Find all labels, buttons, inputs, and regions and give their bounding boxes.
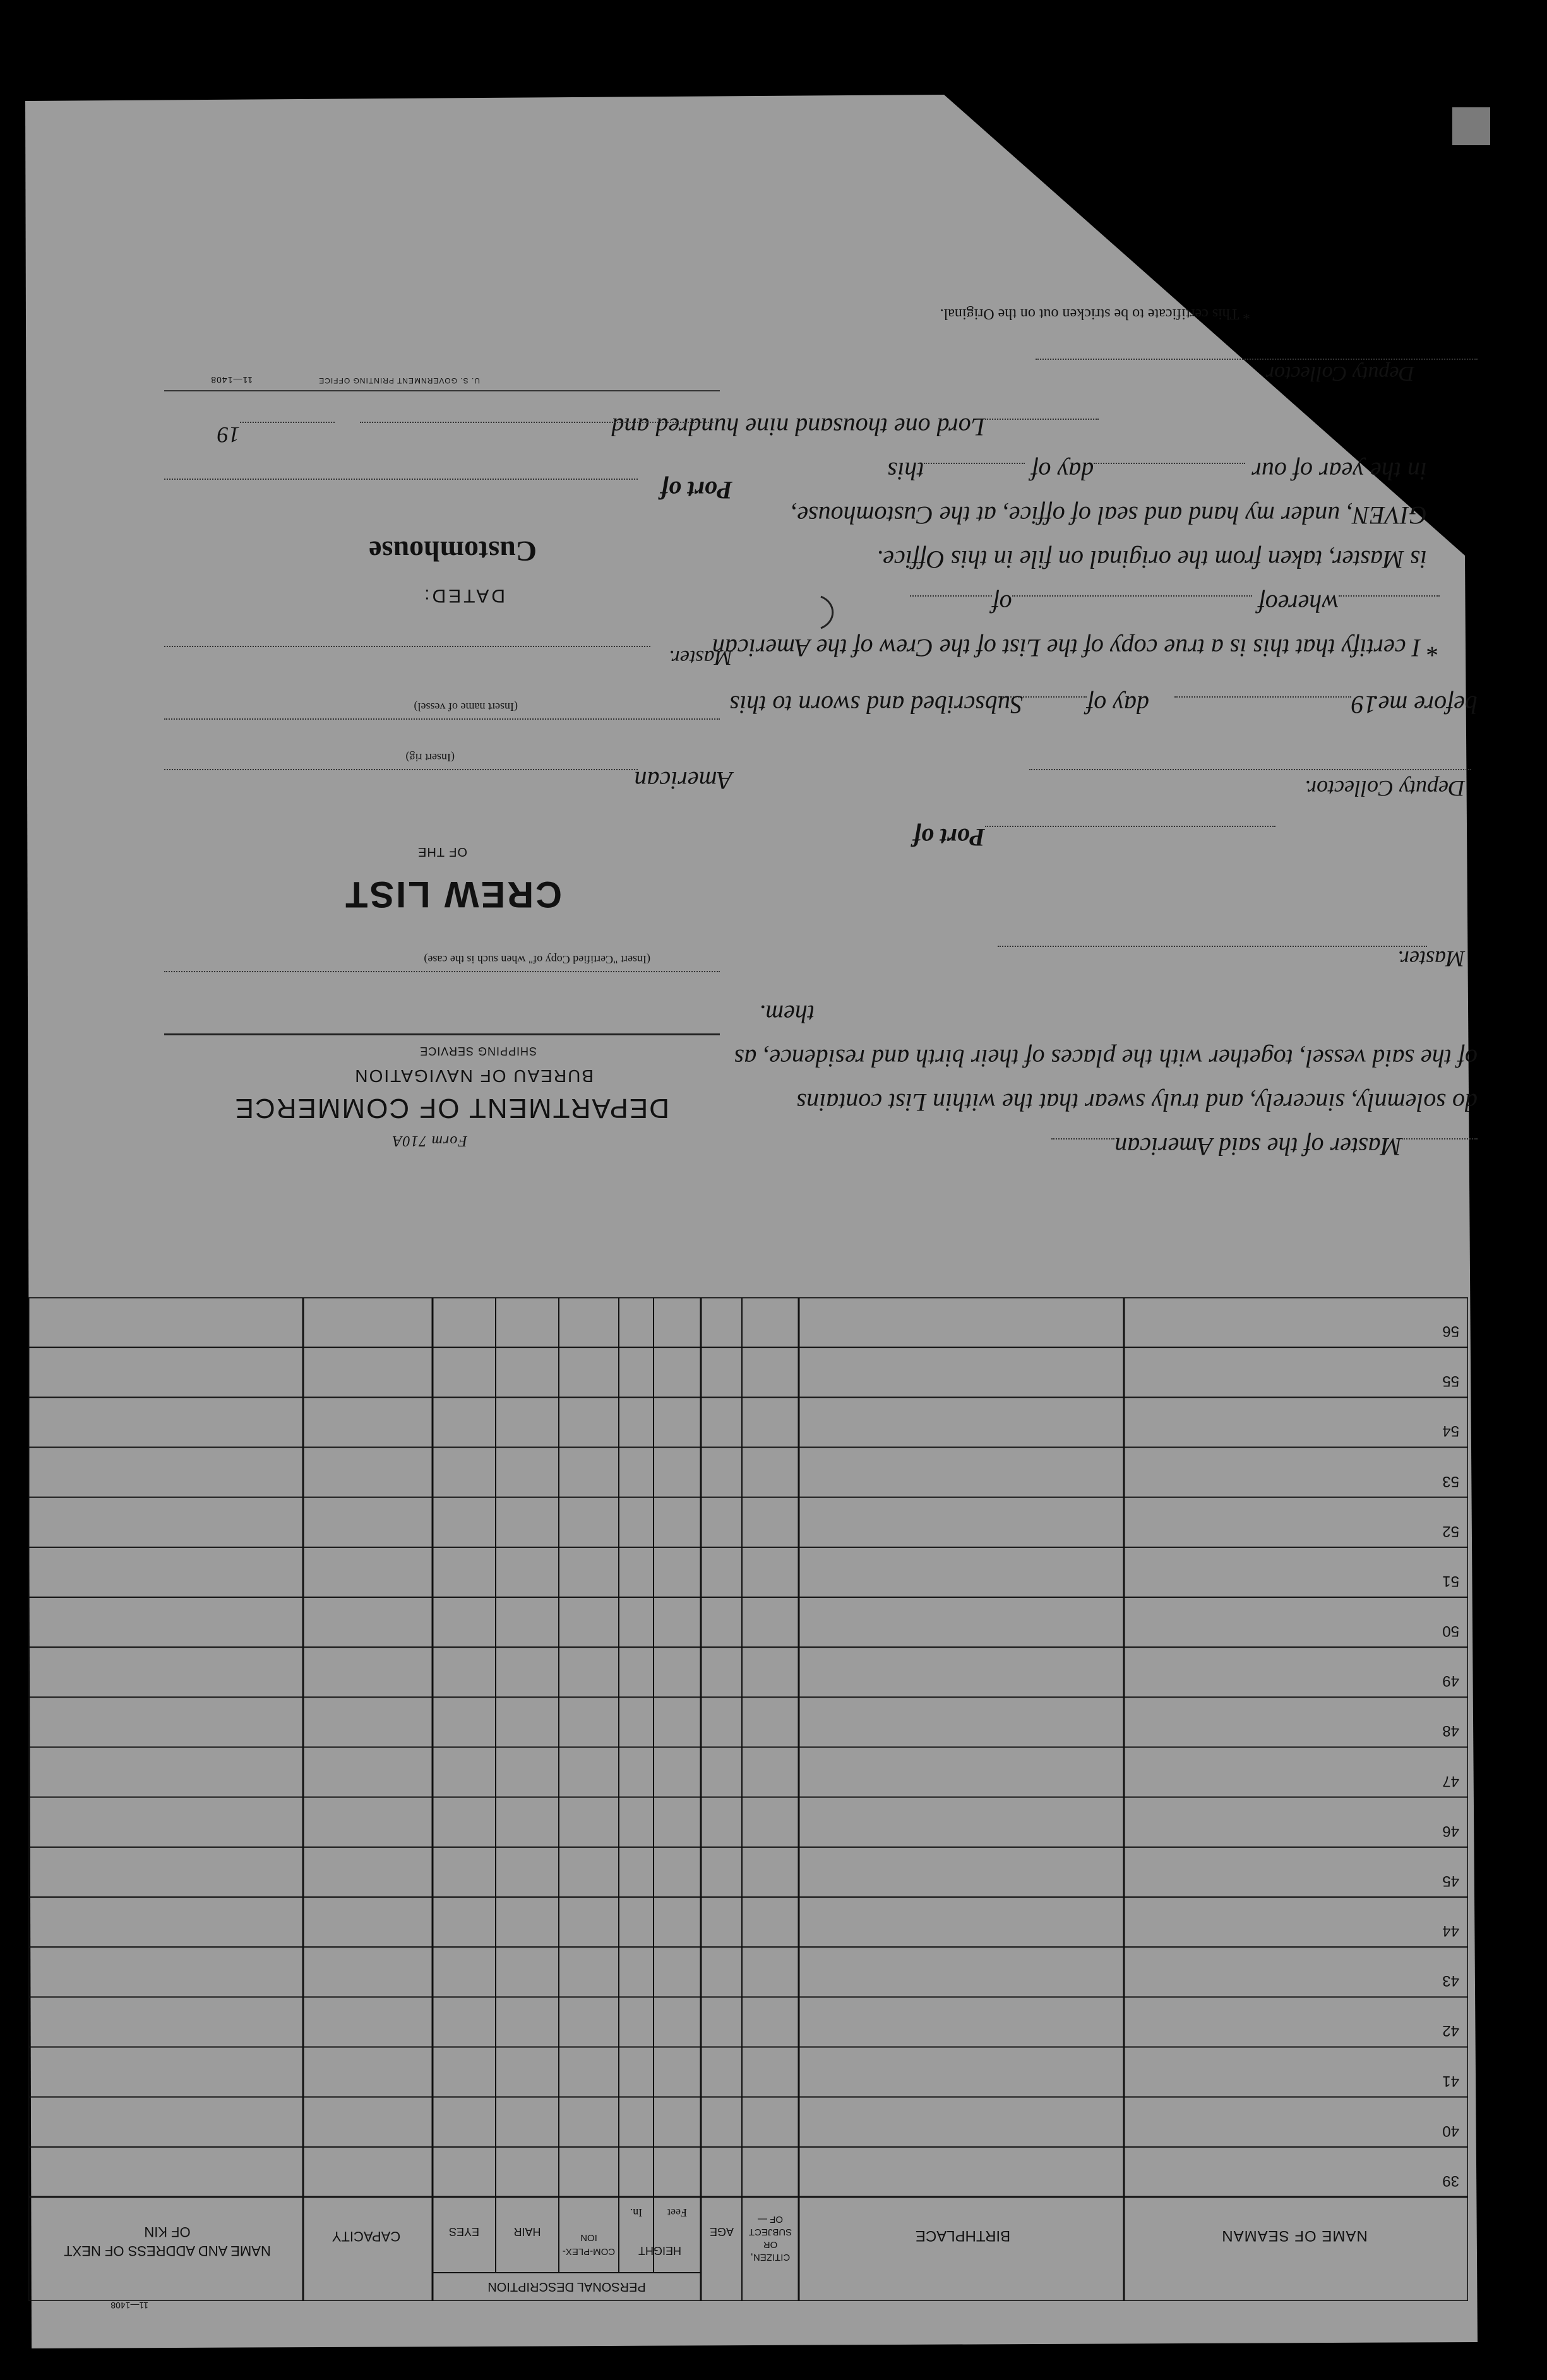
oath-line-2: do solemnly, sincerely, and truly swear that the within List contains [796,1088,1478,1117]
row-number: 50 [1442,1622,1459,1640]
row-number: 48 [1442,1722,1459,1740]
form-number: Form 710A [392,1133,467,1149]
header-inches: In. [630,2206,643,2219]
header-complexion: COM-PLEX-ION [562,2232,616,2257]
master-line [164,646,650,647]
of-the: OF THE [417,845,467,859]
oath-day-of: day of [1087,691,1149,719]
certificate-block [611,95,1478,663]
year-19: 19 [217,422,240,448]
label-panel [114,107,745,1149]
service: SHIPPING SERVICE [419,1045,537,1057]
rig-line [164,769,638,770]
oath-year: 19 [1351,691,1377,719]
oath-before-me: before me. [1371,691,1478,719]
port-of-label: Port of [660,476,732,504]
vessel-line [164,718,720,720]
cert-day-of: day of [1031,457,1094,485]
printer-rule [164,390,720,391]
american-label: American [634,766,732,795]
header-height: HEIGHT [638,2244,682,2257]
row-number: 42 [1442,2022,1459,2040]
cert-deputy-line [1036,359,1478,360]
table-footer-code: 11—1408 [110,2300,148,2311]
header-eyes: EYES [448,2225,480,2238]
row-number: 53 [1442,1472,1459,1490]
department: DEPARTMENT OF COMMERCE [234,1093,669,1124]
oath-port-line [985,826,1275,827]
cert-line-1: * I certify that this is a true copy of the List of the Crew of the American [712,634,1440,662]
cert-this: this [887,457,924,485]
dated-label: DATED: [422,585,505,606]
row-number: 39 [1442,2172,1459,2189]
year-line [240,422,335,423]
header-capacity: CAPACITY [332,2228,401,2244]
rule-top [164,1033,720,1035]
header-age: AGE [710,2225,734,2238]
oath-master-signature: Master. [1397,946,1465,972]
row-number: 44 [1442,1922,1459,1940]
certified-note: (Insert "Certified Copy of" when such is the case) [424,953,650,966]
row-number-column [1425,1297,1463,2197]
oath-port-of: Port of [912,823,985,852]
row-number: 45 [1442,1872,1459,1889]
cert-line-6: Lord one thousand nine hundred and [611,413,985,441]
row-number: 51 [1442,1573,1459,1590]
row-number: 43 [1442,1972,1459,1990]
header-personal-description: PERSONAL DESCRIPTION [487,2280,646,2294]
bureau: BUREAU OF NAVIGATION [354,1066,594,1086]
cert-line-4: GIVEN, under my hand and seal of office, at the Customhouse, [791,501,1427,530]
header-citizen: CITIZEN, OR SUBJECT OF — [748,2214,792,2263]
printer-line: U. S. GOVERNMENT PRINTING OFFICE [318,376,480,385]
row-number: 52 [1442,1522,1459,1540]
oath-deputy-collector: Deputy Collector. [1305,776,1465,801]
header-next-of-kin: NAME AND ADDRESS OF NEXT OF KIN [64,2224,271,2259]
certified-line [164,971,720,972]
oath-master-line [998,946,1427,947]
oath-line-1: Master of the said American [1114,1133,1402,1161]
row-number: 49 [1442,1672,1459,1690]
cert-of: of [992,590,1012,618]
cert-whereof: whereof [1258,590,1339,618]
cert-line-3: is Master, taken from the original on file in this Office. [876,545,1427,574]
cert-deputy-collector: Deputy Collector [1265,362,1414,385]
oath-subscribed: Subscribed and sworn to this [729,691,1023,719]
row-number: 56 [1442,1323,1459,1340]
date-line [360,422,714,423]
row-number: 55 [1442,1372,1459,1390]
customhouse-label: Customhouse [369,535,537,568]
row-number: 47 [1442,1772,1459,1790]
insert-rig: (Insert rig) [405,751,455,764]
header-feet: Feet [667,2206,687,2219]
port-line [164,479,638,480]
cert-footnote: * This certificate to be stricken out on the Original. [940,306,1250,322]
printer-code: 11—1408 [210,375,253,385]
header-name-of-seaman: NAME OF SEAMAN [1221,2227,1368,2244]
oath-deputy-line [1029,769,1471,770]
row-number: 41 [1442,2072,1459,2090]
row-number: 46 [1442,1822,1459,1840]
row-number: 54 [1442,1422,1459,1440]
master-label: Master. [668,646,732,669]
crew-table [28,1297,1468,2301]
oath-line-3: of the said vessel, together with the places of their birth and residence, as [734,1044,1478,1073]
table-grid [28,1297,1468,2301]
cert-year-of-our: in the year of our [1251,457,1427,485]
header-hair: HAIR [513,2225,541,2238]
oath-line-4: them. [759,1000,815,1028]
ink-mark [815,593,840,631]
row-number: 40 [1442,2122,1459,2139]
insert-vessel: (Insert name of vessel) [414,701,518,713]
crew-list-title: CREW LIST [343,874,562,915]
header-birthplace: BIRTHPLACE [915,2227,1011,2244]
